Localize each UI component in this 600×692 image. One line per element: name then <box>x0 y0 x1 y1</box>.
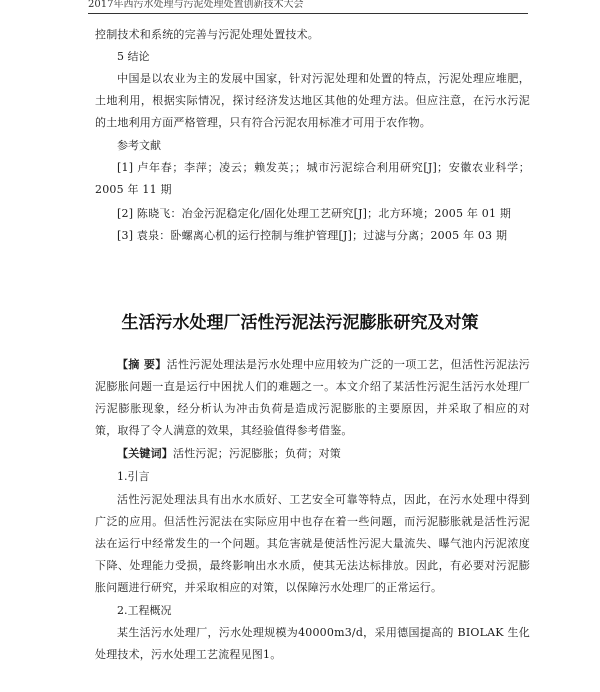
reference-1: [1] 卢年春；李萍；凌云；赖发英；；城市污泥综合利用研究[J]；安徽农业科学；2005 年 11 期 <box>95 161 530 196</box>
intro-heading: 1.引言 <box>117 470 150 483</box>
article-title: 生活污水处理厂活性污泥法污泥膨胀研究及对策 <box>121 313 479 333</box>
abstract-paragraph <box>95 354 530 442</box>
reference-3: [3] 袁泉：卧螺离心机的运行控制与维护管理[J]；过滤与分离；2005 年 03 期 <box>117 229 508 242</box>
intro-paragraph: 活性污泥处理法具有出水水质好、工艺安全可靠等特点，因此，在污水处理中得到广泛的应用。但活性污泥法在实际应用中也存在着一些问题，而污泥膨胀就是活性污泥法在运行中经常发生的一个问题。其危害就是使活性污泥大量流失、曝气池内污泥浓度下降、处理能力受损，最终影响出水水质，使其无法达标排放。因此，有必要对污泥膨胀问题进行研究，并采取相应的对策，以保障污水处理厂的正常运行。 <box>95 493 530 594</box>
conclusion-heading: 5 结论 <box>117 50 150 63</box>
abstract-text: 活性污泥处理法是污水处理中应用较为广泛的一项工艺，但活性污泥法污泥膨胀问题一直是运行中困扰人们的难题之一。本文介绍了某活性污泥生活污水处理厂污泥膨胀现象，经分析认为冲击负荷是造成污泥膨胀的主要原因，并采取了相应的对策，取得了令人满意的效果，其经验值得参考借鉴。 <box>95 358 530 437</box>
prev-article-continuation: 控制技术和系统的完善与污泥处理处置技术。 <box>95 28 319 41</box>
keywords-text: 活性污泥；污泥膨胀；负荷；对策 <box>173 447 341 460</box>
overview-heading: 2.工程概况 <box>117 604 172 617</box>
overview-paragraph: 某生活污水处理厂，污水处理规模为40000m3/d，采用德国提高的 BIOLAK 生化处理技术，污水处理工艺流程见图1。 <box>95 626 530 661</box>
keywords-label: 【关键词】 <box>117 447 173 460</box>
page-header: 2017年西污水处理与污泥处理处置创新技术大会 <box>88 0 528 14</box>
keywords-paragraph <box>95 443 530 465</box>
abstract-label: 【摘 要】 <box>117 358 167 371</box>
conclusion-paragraph: 中国是以农业为主的发展中国家，针对污泥处理和处置的特点，污泥处理应堆肥，土地利用，根据实际情况，探讨经济发达地区其他的处理方法。但应注意，在污水污泥的土地利用方面严格管理，只有符合污泥农用标准才可用于农作物。 <box>95 72 530 129</box>
references-heading: 参考文献 <box>117 139 161 152</box>
reference-2: [2] 陈晓飞：冶金污泥稳定化/固化处理工艺研究[J]；北方环境；2005 年 01 期 <box>117 207 512 220</box>
